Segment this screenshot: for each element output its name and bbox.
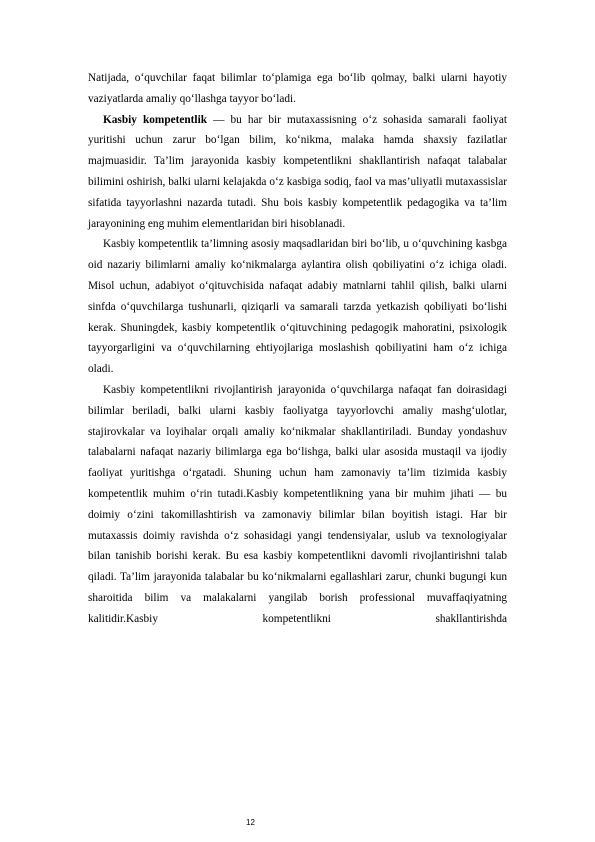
- paragraph-text: Kasbiy kompetentlikni rivojlantirish jarayonida o‘quvchilarga nafaqat fan doirasidagi bilimlar beriladi, balki ularni kasbiy faoliyatga tayyorlovchi amaliy mashg‘ulotlar, stajirovkalar va loyihalar orqali amaliy ko‘nikmalar shakllantiriladi. Bunday yondashuv talabalarni nafaqat nazariy bilimlarga ega bo‘lishga, balki ular asosida mustaqil va ijodiy faoliyat yuritishga o‘rgatadi. Shuning uchun ham zamonaviy ta’lim tizimida kasbiy kompetentlik muhim o‘rin tutadi.Kasbiy kompetentlikning yana bir muhim jihati — bu doimiy o‘zini takomillashtirish va zamonaviy bilimlar bilan boyitish istagi. Har bir mutaxassis doimiy ravishda o‘z sohasidagi yangi tendensiyalar, uslub va texnologiyalar bilan tanishib borishi kerak. Bu esa kasbiy kompetentlikni davomli rivojlantirishni talab qiladi. Ta’lim jarayonida talabalar bu ko‘nikmalarni egallashlari zarur, chunki bugungi kun sharoitida bilim va malakalarni yangilab borish professional muvaffaqiyatning kalitidir.Kasbiy kompetentlikni shakllantirishda: [88, 383, 507, 625]
- paragraph-definition: [88, 110, 507, 235]
- paragraph-text: Kasbiy kompetentlik ta’limning asosiy maqsadlaridan biri bo‘lib, u o‘quvchining kasbga oid nazariy bilimlarni amaliy ko‘nikmalarga aylantira olish qobiliyatini o‘z ichiga oladi. Misol uchun, adabiyot o‘qituvchisida nafaqat adabiy matnlarni tahlil qilish, balki ularni sinfda o‘quvchilarga tushunarli, qiziqarli va samarali tarzda yetkazish qobiliyati bo‘lishi kerak. Shuningdek, kasbiy kompetentlik o‘qituvchining pedagogik mahoratini, psixologik tayyorgarligini va o‘quvchilarning ehtiyojlariga moslashish qobiliyatini ham o‘z ichiga oladi.: [88, 238, 507, 376]
- paragraph-goals: [88, 234, 507, 380]
- paragraph-text: — bu har bir mutaxassisning o‘z sohasida samarali faoliyat yuritishi uchun zarur bo‘lgan bilim, ko‘nikma, malaka hamda shaxsiy fazilatlar majmuasidir. Ta’lim jarayonida kasbiy kompetentlikni shakllantirish nafaqat talabalar bilimini oshirish, balki ularni kelajakda o‘z kasbiga sodiq, faol va mas’uliyatli mutaxassislar sifatida tayyorlashni nazarda tutadi. Shu bois kasbiy kompetentlik pedagogika va ta’lim jarayonining eng muhim elementlaridan biri hisoblanadi.: [88, 113, 507, 230]
- paragraph-intro: [88, 68, 507, 110]
- paragraph-text: Natijada, o‘quvchilar faqat bilimlar to‘plamiga ega bo‘lib qolmay, balki ularni hayotiy vaziyatlarda amaliy qo‘llashga tayyor bo‘ladi.: [88, 72, 507, 105]
- document-page: [88, 68, 507, 630]
- page-number: 12: [246, 818, 255, 827]
- term-kasbiy-kompetentlik: Kasbiy kompetentlik: [103, 113, 207, 126]
- paragraph-development: [88, 380, 507, 630]
